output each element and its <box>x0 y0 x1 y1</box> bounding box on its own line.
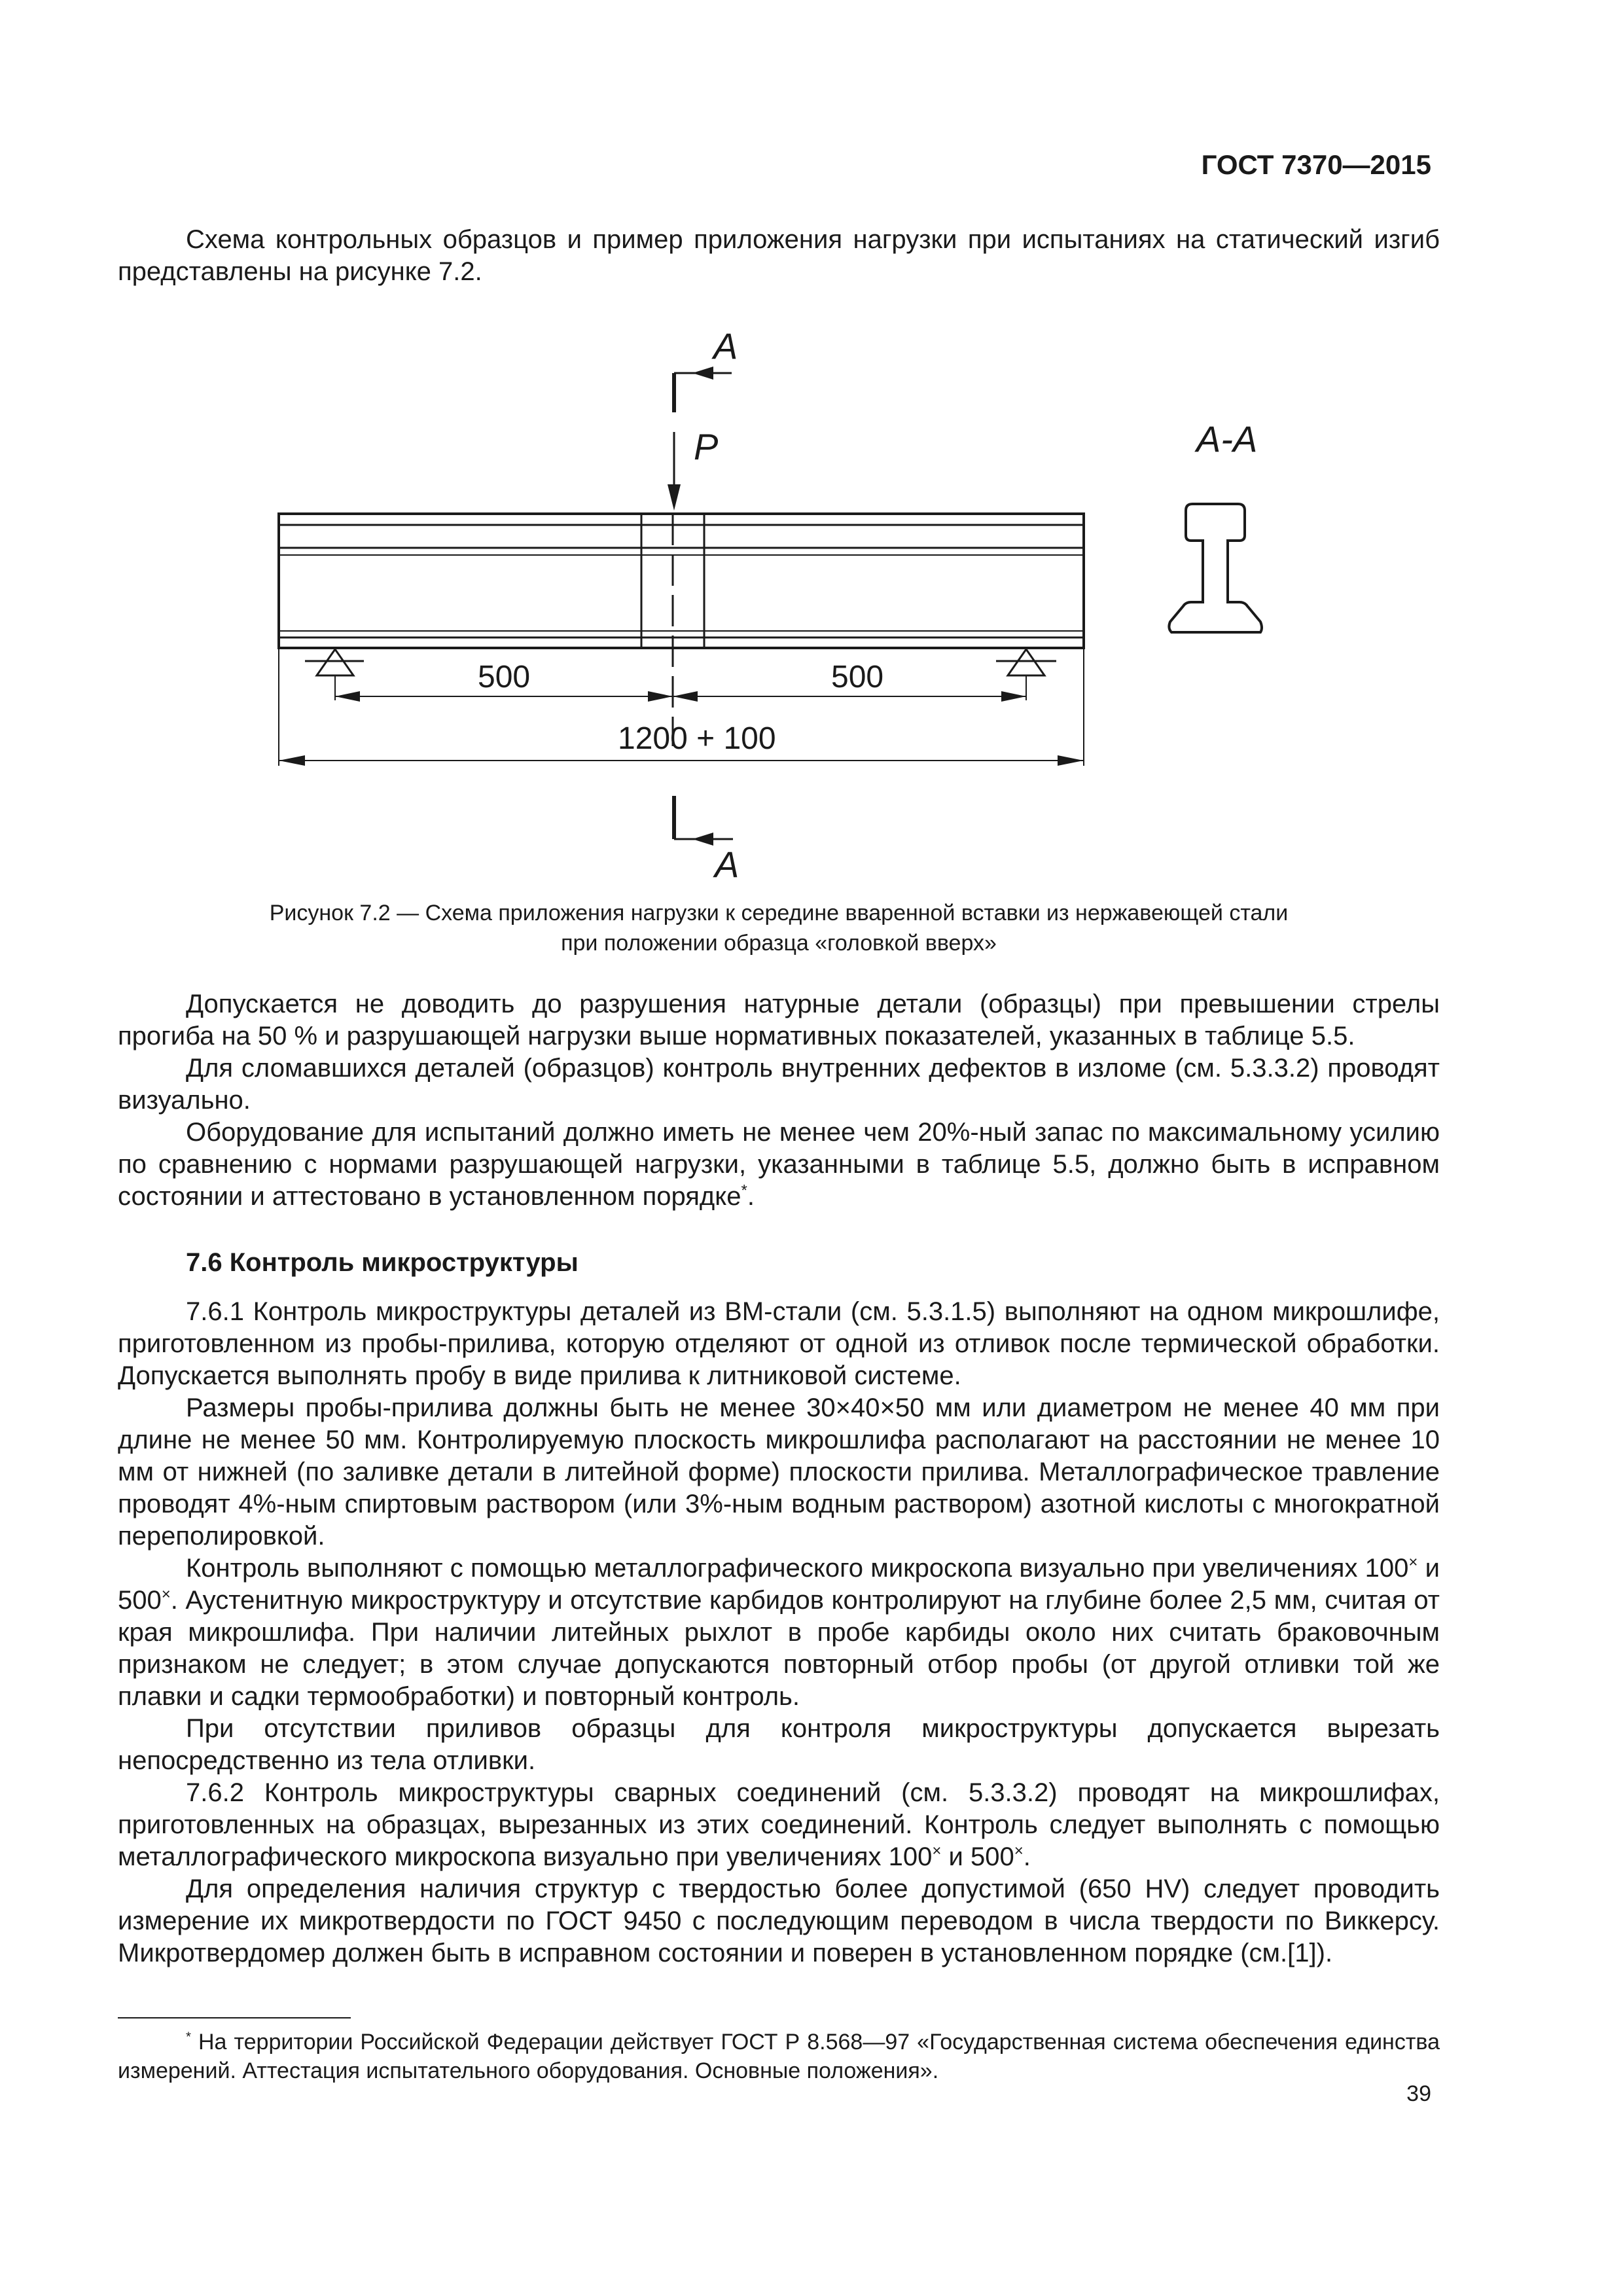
footnote-ref: * <box>741 1181 747 1200</box>
paragraph-broken-parts: Для сломавшихся деталей (образцов) контроль внутренних дефектов в изломе (см. 5.3.3.2) проводят визуально. <box>118 1054 1440 1115</box>
dimension-label-left: 500 <box>478 660 531 694</box>
section-marker-bottom <box>674 796 739 885</box>
paragraph-sample-size: Размеры пробы-прилива должны быть не менее 30×40×50 мм или диаметром не менее 40 мм при длине не менее 50 мм. Контролируемую плоскость микрошлифа располагают на расстоянии не менее 10 мм от нижней (по заливке детали в литейной форме) плоскости прилива. Металлографическое травление проводят 4%-ным спиртовым раствором (или 3%-ным водным раствором) азотной кислоты с многократной переполировкой. <box>118 1393 1440 1551</box>
load-label: P <box>694 426 719 467</box>
section-view <box>1169 418 1262 632</box>
magnification-mark: × <box>1014 1842 1024 1860</box>
paragraph-microscope <box>118 1552 1440 1713</box>
footnote <box>118 2028 1440 2085</box>
microscope-text-b: и 500 <box>118 1554 1440 1615</box>
paragraph-equipment-text: Оборудование для испытаний должно иметь не менее чем 20%-ный запас по максимальному усилию по сравнению с нормами разрушающей нагрузки, указанными в таблице 5.5, должно быть в исправном состоянии и аттестовано в установленном порядке <box>118 1118 1440 1211</box>
footnote-mark: * <box>186 2030 191 2045</box>
microscope-text-c: . Аустенитную микроструктуру и отсутствие карбидов контролируют на глубине более 2,5 мм, считая от края микрошлифа. При наличии литейных рыхлот в пробе карбиды около них считать браковочным признаком не следует; в этом случае допускаются повторный отбор пробы (от другой отливки той же плавки и садки термообработки) и повторный контроль. <box>118 1586 1440 1711</box>
paragraph-deflection: Допускается не доводить до разрушения натурные детали (образцы) при превышении стрелы прогиба на 50 % и разрушающей нагрузки выше нормативных показателей, указанных в таблице 5.5. <box>118 990 1440 1050</box>
paragraph-equipment <box>118 1117 1440 1213</box>
magnification-mark: × <box>932 1842 942 1860</box>
magnification-mark: × <box>1408 1553 1418 1571</box>
beam <box>279 514 1084 746</box>
magnification-mark: × <box>161 1585 171 1604</box>
welds-text-a: 7.6.2 Контроль микроструктуры сварных соединений (см. 5.3.3.2) проводят на микрошлифах, приготовленных на образцах, вырезанных из этих соединений. Контроль следует выполнять с помощью металлографического микроскопа визуально при увеличениях 100 <box>118 1778 1440 1871</box>
section-label-bottom: А <box>715 844 740 885</box>
figure-caption <box>118 898 1440 958</box>
paragraph-7-6-1: 7.6.1 Контроль микроструктуры деталей из ВМ-стали (см. 5.3.1.5) выполняют на одном микрошлифе, приготовленном из пробы-прилива, которую отделяют от одной из отливок после термической обработки. Допускается выполнять пробу в виде прилива к литниковой системе. <box>118 1297 1440 1390</box>
dimension-500-left <box>335 660 673 702</box>
footnote-text: На территории Российской Федерации действует ГОСТ Р 8.568—97 «Государственная система обеспечения единства измерений. Аттестация испытательного оборудования. Основные положения». <box>118 2030 1440 2083</box>
intro-paragraph: Схема контрольных образцов и пример приложения нагрузки при испытаниях на статический изгиб представлены на рисунке 7.2. <box>118 225 1440 286</box>
section-marker-top <box>674 325 738 412</box>
document-header: ГОСТ 7370—2015 <box>1201 149 1431 180</box>
section-heading: 7.6 Контроль микроструктуры <box>186 1248 579 1277</box>
dimension-label-total: 1200 + 100 <box>618 721 776 756</box>
paragraph-microhardness: Для определения наличия структур с твердостью более допустимой (650 HV) следует проводить измерение их микротвердости по ГОСТ 9450 с последующим переводом в числа твердости по Виккерсу. Микротвердомер должен быть в исправном состоянии и поверен в установленном порядке (см.[1]). <box>118 1874 1440 1967</box>
welds-text-b: и 500 <box>941 1842 1014 1871</box>
dimension-total <box>279 648 1084 766</box>
paragraph-no-risers: При отсутствии приливов образцы для контроля микроструктуры допускается вырезать непосредственно из тела отливки. <box>118 1714 1440 1775</box>
figure-beam-scheme <box>262 314 1283 890</box>
load-arrow <box>668 426 718 511</box>
caption-line-2: при положении образца «головкой вверх» <box>561 931 997 956</box>
microscope-text-a: Контроль выполняют с помощью металлографического микроскопа визуально при увеличениях 100 <box>186 1554 1409 1583</box>
main-text <box>118 988 1440 1969</box>
footnote-divider <box>118 2017 351 2018</box>
caption-line-1: Рисунок 7.2 — Схема приложения нагрузки к середине вваренной вставки из нержавеющей стали <box>269 901 1289 925</box>
dimension-500-right <box>673 660 1026 702</box>
section-view-label: А-А <box>1196 418 1258 459</box>
intro-block <box>118 224 1440 288</box>
paragraph-7-6-2 <box>118 1777 1440 1873</box>
welds-text-c: . <box>1023 1842 1031 1871</box>
rail-profile <box>1169 504 1262 632</box>
section-label-top: А <box>713 325 738 367</box>
dimension-label-right: 500 <box>831 660 884 694</box>
paragraph-equipment-end: . <box>747 1182 755 1211</box>
page-number: 39 <box>1406 2081 1431 2106</box>
